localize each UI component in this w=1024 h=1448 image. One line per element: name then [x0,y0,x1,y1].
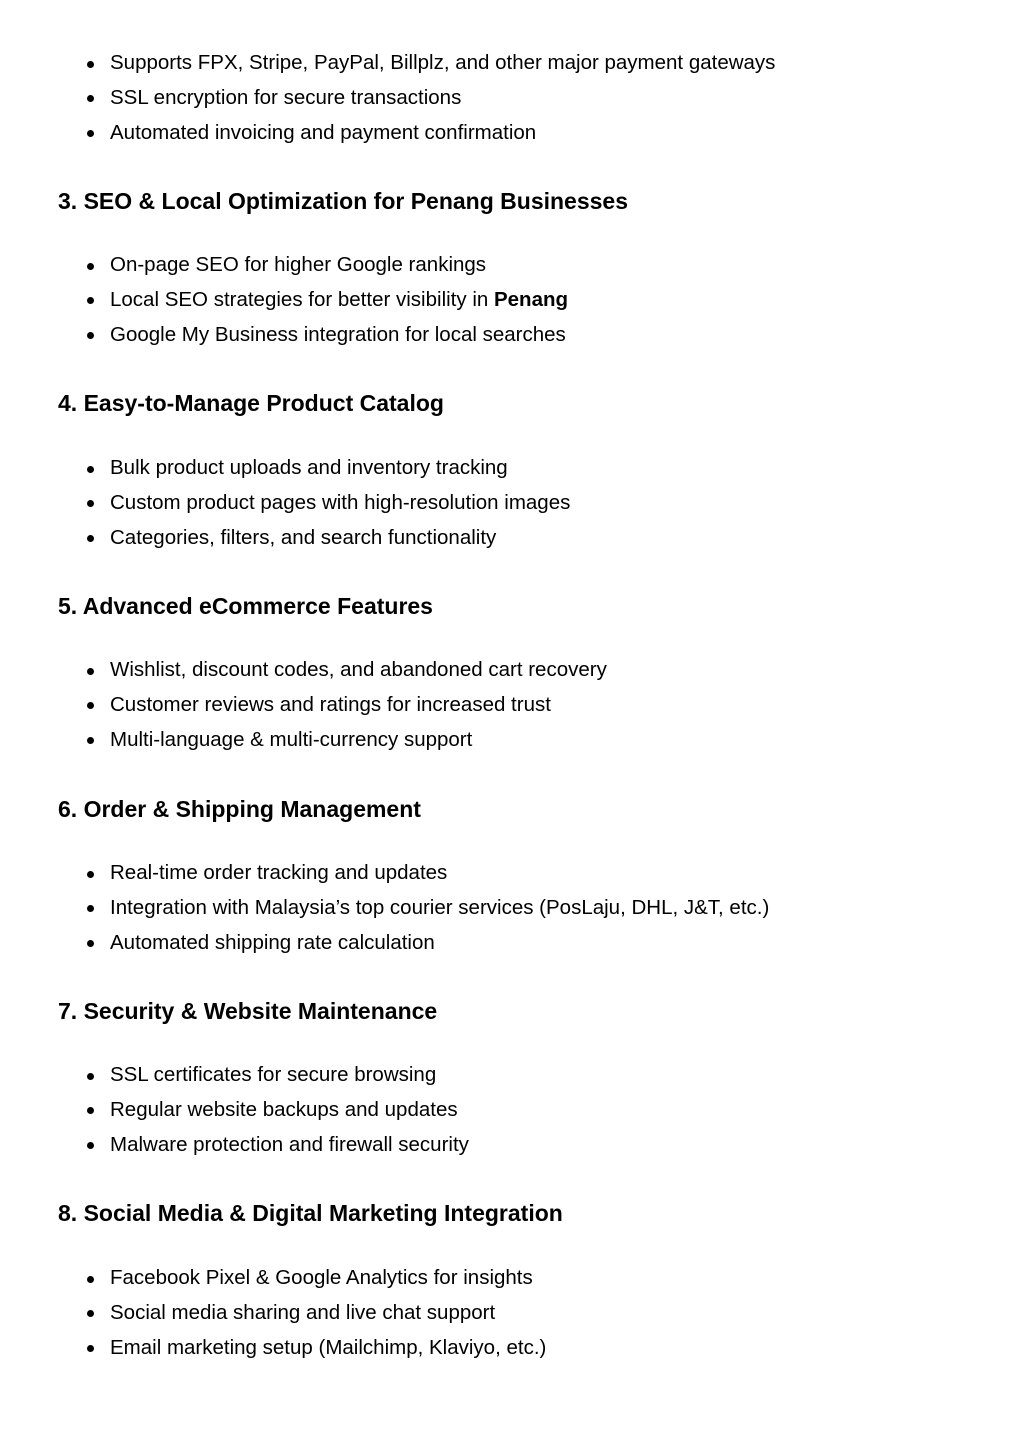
section-heading-ecommerce-features: 5. Advanced eCommerce Features [58,593,433,619]
bullet-icon [87,940,94,947]
list-item-text: Bulk product uploads and inventory tracking [110,456,508,479]
section-heading-security: 7. Security & Website Maintenance [58,998,438,1024]
list-item [0,891,769,926]
bullet-icon [87,702,94,709]
list-item [0,1128,469,1163]
marketing-features-list [0,1261,546,1365]
section-heading-product-catalog: 4. Easy-to-Manage Product Catalog [58,390,444,416]
bullet-icon [87,1073,94,1080]
list-item [0,486,570,521]
list-item [0,521,570,556]
list-item-text: Regular website backups and updates [110,1097,458,1121]
list-item [0,1296,546,1331]
list-item-text: Real-time order tracking and updates [110,861,448,884]
bullet-icon [87,130,94,137]
bullet-icon [87,1276,94,1283]
payment-features-list [0,46,775,150]
bullet-icon [87,466,94,473]
list-item-text: Multi-language & multi-currency support [110,727,473,751]
section-heading-seo: 3. SEO & Local Optimization for Penang Businesses [58,188,629,214]
bullet-icon [87,500,94,507]
list-item [0,248,568,283]
list-item-text: SSL certificates for secure browsing [110,1063,437,1086]
list-item [0,653,607,688]
bullet-icon [87,332,94,339]
list-item-text: Categories, filters, and search functionality [110,525,497,549]
list-item-text: Wishlist, discount codes, and abandoned cart recovery [110,658,607,681]
list-item-text: Automated invoicing and payment confirmation [110,120,537,144]
list-item-text: Google My Business integration for local searches [110,322,566,346]
section-heading-social-marketing: 8. Social Media & Digital Marketing Integration [58,1200,563,1226]
list-item [0,1058,469,1093]
list-item-text: Facebook Pixel & Google Analytics for insights [110,1266,533,1289]
list-item [0,1261,546,1296]
shipping-features-list [0,856,769,960]
list-item [0,318,568,353]
list-item [0,723,607,758]
list-item-text: Automated shipping rate calculation [110,930,435,954]
list-item-text: Custom product pages with high-resolution images [110,490,571,514]
bullet-icon [87,61,94,68]
list-item-text: Customer reviews and ratings for increased trust [110,692,551,716]
list-item-bold-text: Penang [493,287,569,311]
list-item-text: Email marketing setup (Mailchimp, Klaviyo, etc.) [110,1335,547,1359]
bullet-icon [87,535,94,542]
list-item-text: Local SEO strategies for better visibility in [110,287,494,311]
bullet-icon [87,263,94,270]
list-item [0,46,775,81]
list-item [0,1331,546,1366]
list-item [0,451,570,486]
bullet-icon [87,871,94,878]
catalog-features-list [0,451,570,555]
list-item [0,81,775,116]
bullet-icon [87,95,94,102]
bullet-icon [87,905,94,912]
ecommerce-features-list [0,653,607,757]
security-features-list [0,1058,469,1162]
bullet-icon [87,668,94,675]
bullet-icon [87,1107,94,1114]
bullet-icon [87,297,94,304]
list-item [0,1093,469,1128]
bullet-icon [87,1310,94,1317]
list-item-text: On-page SEO for higher Google rankings [110,253,487,276]
list-item-text: Malware protection and firewall security [110,1132,469,1156]
bullet-icon [87,1345,94,1352]
seo-features-list [0,248,568,352]
list-item [0,856,769,891]
list-item [0,926,769,961]
list-item [0,283,568,318]
list-item-text: Supports FPX, Stripe, PayPal, Billplz, and other major payment gateways [110,51,776,74]
list-item-text: Integration with Malaysia’s top courier services (PosLaju, DHL, J&T, etc.) [110,895,770,919]
list-item-text: Social media sharing and live chat support [110,1300,496,1324]
section-heading-order-shipping: 6. Order & Shipping Management [58,796,421,822]
bullet-icon [87,1142,94,1149]
list-item [0,688,607,723]
list-item-text: SSL encryption for secure transactions [110,85,462,109]
bullet-icon [87,737,94,744]
list-item [0,116,775,151]
